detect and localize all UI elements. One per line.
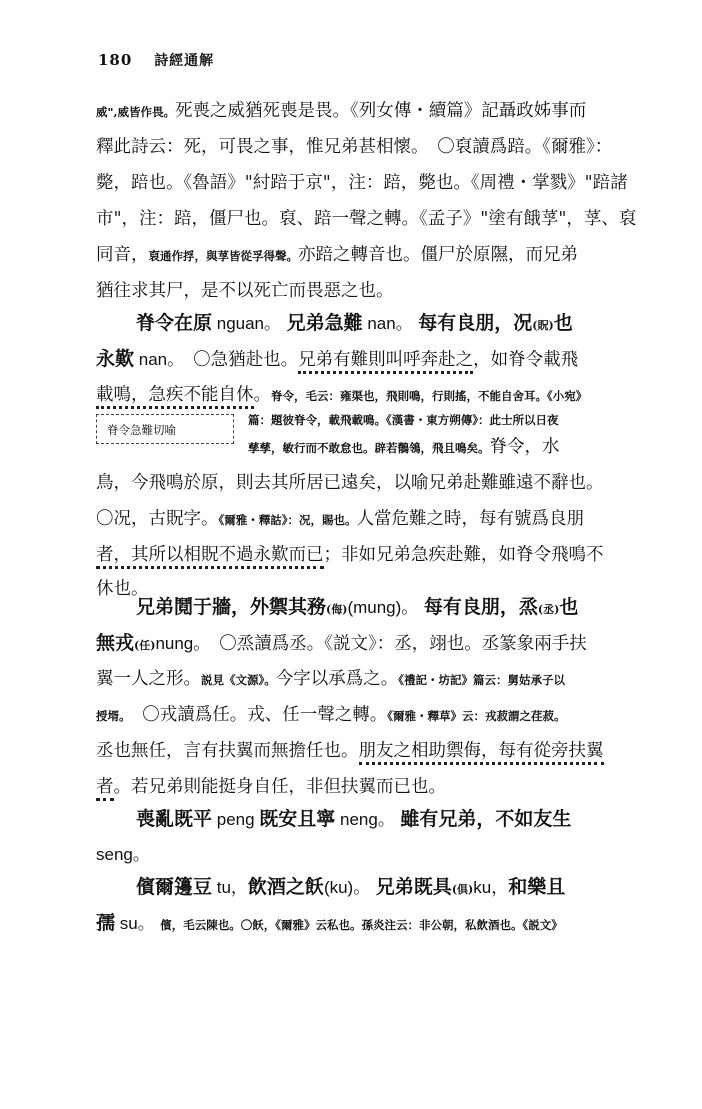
text-line [96,772,446,802]
page-number: 180 [98,51,133,69]
text-run: 〇戎讀爲任。戎、任一聲之轉。 [124,705,388,725]
text-line [96,540,604,570]
rhyme-reading: (ku)。 [323,878,371,897]
verse-text: 既安且寧 [259,808,336,830]
commentary-note: 授壻。 [96,709,125,723]
text-line [96,344,578,375]
margin-note: 脊令急難切喻 [107,423,176,437]
verse-text: 喪亂既平 [136,808,213,830]
text-run: 今字以承爲之。 [275,669,399,689]
variant-char: (任) [134,639,156,652]
commentary-note: 脊令，毛云：雍渠也，飛則鳴，行則搖，不能自舍耳。《小宛》 [271,389,588,403]
text-run: 脊令，水 [489,437,560,457]
text-line [96,700,566,731]
text-run: ；非如兄弟急疾赴難，如脊令飛鳴不 [323,545,604,565]
commentary-note: 《禮記・坊記》篇云：舅姑承子以 [398,673,565,687]
text-run: 〇况，古貺字。 [96,509,219,529]
text-line [96,840,150,870]
rhyme-reading: tu， [212,878,248,897]
variant-char: (俱) [451,883,474,896]
verse-text: 兄弟鬩于牆，外禦其務 [136,596,327,618]
verse-text: 每有良朋，况 [418,312,533,334]
text-run: 丞也無任，言有扶翼而無擔任也。 [96,741,359,761]
rhyme-reading: nguan。 [212,314,282,333]
text-run: ，如脊令載飛 [473,350,579,370]
rhyme-reading: neng。 [335,810,395,829]
verse-text: 兄弟急難 [286,312,363,334]
text-run: 死喪之威猶死喪是畏。《列女傳・續篇》記聶政姊事而 [175,101,587,121]
rhyme-reading: ku， [473,878,509,897]
text-line [96,240,578,271]
text-run: 〇烝讀爲丞。《説文》：丞，翊也。丞篆象兩手扶 [201,634,587,654]
text-line: 休也。 [96,579,149,599]
text-line [96,664,565,695]
emphasis-dots: 朋友之相助禦侮，每有從旁扶翼 [359,741,604,765]
margin-note-box [96,414,234,444]
verse-text: 永歎 [96,348,135,370]
text-line: 鳥，今飛鳴於原，則去其所居已遠矣，以喻兄弟赴難雖遠不辭也。 [96,473,604,493]
rhyme-reading: peng [212,810,260,829]
text-line [248,432,560,463]
verse-text: 脊令在原 [136,312,213,334]
commentary-note: 裒通作捊，與莩皆從孚得聲。 [148,249,298,263]
verse-line [136,804,571,835]
verse-text: 和樂且 [508,876,566,898]
text-line: 市"，注：踣，僵尸也。裒、踣一聲之轉。《孟子》"塗有餓莩"，莩、裒 [96,209,637,229]
page-header [98,50,214,70]
text-line [96,504,584,535]
emphasis-dots: 兄弟有難則叫呼奔赴之 [298,350,473,374]
verse-line [136,872,565,905]
text-run: 。 [253,385,271,405]
commentary-note: 篇：題彼脊令，載飛載鳴。《漢書・東方朔傳》：此士所以日夜 [248,413,559,427]
text-line [96,908,563,940]
verse-text: 飲酒之飫 [247,876,324,898]
text-line: 釋此詩云：死，可畏之事，惟兄弟甚相懷。 〇裒讀爲踣。《爾雅》： [96,137,613,157]
text-run: 人當危難之時，每有號爲良朋 [356,509,584,529]
commentary-note: 威",威皆作畏。 [96,105,175,119]
commentary-note: 説見《文源》。 [201,673,276,687]
text-run: 〇急猶赴也。 [175,350,299,370]
rhyme-reading: nan。 [134,350,176,369]
text-line: 斃，踣也。《魯語》"紂踣于京"，注：踣，斃也。《周禮・掌戮》"踣諸 [96,173,628,193]
text-run: 翼一人之形。 [96,669,201,689]
verse-line [136,592,578,625]
verse-text: 雖有兄弟，不如友生 [400,808,572,830]
book-title: 詩經通解 [154,53,215,69]
verse-text: 無戎 [96,632,135,654]
text-line [248,408,559,432]
verse-text: 兄弟既具 [375,876,452,898]
variant-char: (丞) [537,603,560,616]
emphasis-dots: 者，其所以相貺不過永歎而已 [96,545,324,569]
text-run: 亦踣之轉音也。僵尸於原隰，而兄弟 [298,245,578,265]
variant-char: (侮) [326,603,348,616]
text-run: 同音， [96,245,149,265]
verse-text: 每有良朋，烝 [423,596,538,618]
text-line [96,628,587,661]
verse-text: 孺 [96,912,116,934]
rhyme-reading: nan。 [362,314,413,333]
text-line: 猶往求其尸，是不以死亡而畏惡之也。 [96,281,394,301]
commentary-note: 《爾雅・釋詁》：况，賜也。 [218,513,357,527]
rhyme-reading: (mung)。 [347,598,419,617]
text-line [96,96,586,127]
emphasis-dots: 載鳴，急疾不能自休 [96,385,254,409]
verse-text: 也 [559,596,579,618]
variant-char: (貺) [532,319,554,332]
commentary-note: 儐，毛云陳也。〇飫，《爾雅》云私也。孫炎注云：非公朝，私飲酒也。《説文》 [160,918,563,932]
rhyme-reading: nung。 [155,634,202,653]
rhyme-reading: seng。 [96,845,150,864]
verse-line [136,308,573,341]
verse-text: 儐爾籩豆 [136,876,213,898]
commentary-note: 孳孳，敏行而不敢怠也。辟若鶺鴒，飛且鳴矣。 [248,441,490,455]
text-run: 。若兄弟則能挺身自任，非但扶翼而已也。 [113,777,446,797]
verse-text: 也 [553,312,573,334]
text-line [96,380,587,411]
commentary-note: 《爾雅・釋草》云：戎菽謂之荏菽。 [387,709,566,723]
rhyme-reading: su。 [115,914,155,933]
emphasis-dots: 者 [96,777,114,801]
text-line [96,736,604,766]
